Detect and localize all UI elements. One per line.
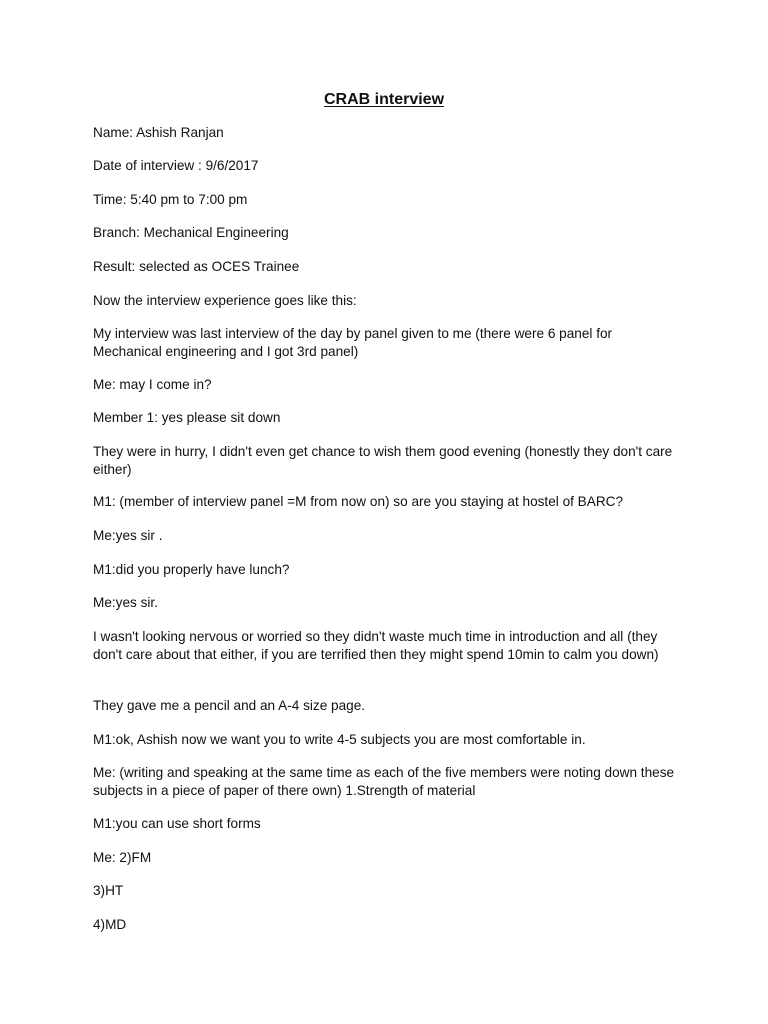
paragraph-panel-info: My interview was last interview of the day by panel given to me (there were 6 panel for Mechanical engineering and I got 3rd panel) bbox=[93, 326, 613, 359]
paragraph-pencil: They gave me a pencil and an A-4 size page. bbox=[93, 698, 366, 713]
paragraph-intro: Now the interview experience goes like this: bbox=[93, 293, 357, 308]
paragraph-result: Result: selected as OCES Trainee bbox=[93, 259, 300, 274]
dialogue-line: Me: may I come in? bbox=[93, 377, 212, 392]
list-item: 3)HT bbox=[93, 883, 124, 898]
dialogue-line: Me: 2)FM bbox=[93, 850, 152, 865]
dialogue-line: Member 1: yes please sit down bbox=[93, 410, 281, 425]
paragraph-nervous: I wasn't looking nervous or worried so they didn't waste much time in introduction and all (they don't care about that either, if you are terrified then they might spend 10min to calm you down) bbox=[93, 629, 659, 662]
dialogue-line: M1:did you properly have lunch? bbox=[93, 562, 290, 577]
paragraph-branch: Branch: Mechanical Engineering bbox=[93, 225, 289, 240]
paragraph-hurry: They were in hurry, I didn't even get chance to wish them good evening (honestly they don't care either) bbox=[93, 444, 673, 477]
paragraph-time: Time: 5:40 pm to 7:00 pm bbox=[93, 192, 248, 207]
paragraph-date: Date of interview : 9/6/2017 bbox=[93, 158, 259, 173]
dialogue-line: M1: (member of interview panel =M from now on) so are you staying at hostel of BARC? bbox=[93, 494, 624, 509]
document-title: CRAB interview bbox=[323, 91, 445, 108]
dialogue-line: M1:ok, Ashish now we want you to write 4-5 subjects you are most comfortable in. bbox=[93, 732, 586, 747]
dialogue-line: M1:you can use short forms bbox=[93, 816, 261, 831]
paragraph-name: Name: Ashish Ranjan bbox=[93, 125, 224, 140]
dialogue-line: Me:yes sir . bbox=[93, 528, 163, 543]
dialogue-line: Me:yes sir. bbox=[93, 595, 158, 610]
paragraph-subjects: Me: (writing and speaking at the same time as each of the five members were noting down these subjects in a piece of paper of there own) 1.Strength of material bbox=[93, 765, 675, 798]
list-item: 4)MD bbox=[93, 917, 127, 932]
